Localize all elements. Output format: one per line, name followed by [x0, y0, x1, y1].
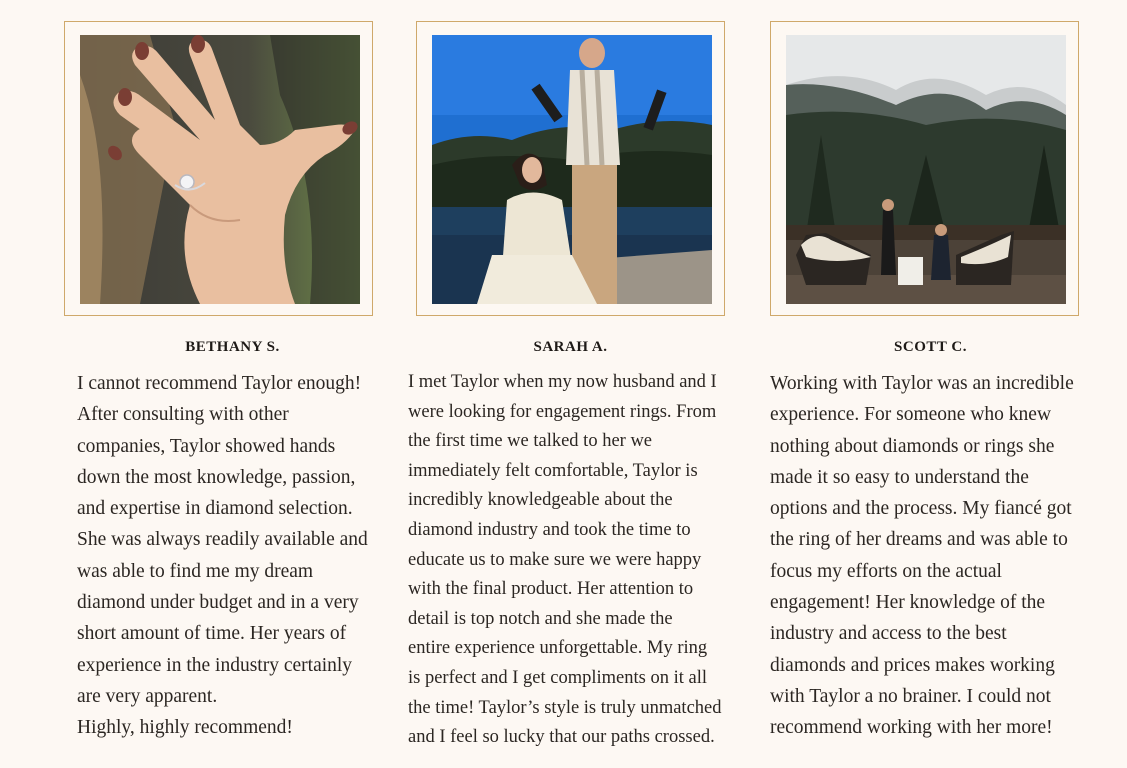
review-text-2: [408, 368, 722, 753]
reviewer-name-1: BETHANY S.: [185, 339, 280, 355]
review-line: and I feel so lucky that our paths crossed.: [408, 727, 715, 748]
review-line: are very apparent.: [77, 685, 218, 707]
review-line: diamond under budget and in a very: [77, 592, 359, 614]
couple-lake-photo: [432, 35, 712, 304]
review-line: experience in the industry certainly: [77, 654, 353, 676]
review-line: She was always readily available and: [77, 529, 368, 551]
review-line: diamond industry and took the time to: [408, 519, 691, 540]
review-line: with the final product. Her attention to: [408, 579, 694, 600]
mountain-proposal-photo: [786, 35, 1066, 304]
review-line: I met Taylor when my now husband and I: [408, 372, 717, 392]
review-text-1: [77, 368, 368, 744]
reviewer-name-2: SARAH A.: [533, 339, 608, 355]
review-line: I cannot recommend Taylor enough!: [77, 373, 362, 394]
review-line: experience. For someone who knew: [770, 404, 1052, 426]
ring-hand-photo: [80, 35, 360, 304]
review-line: options and the process. My fiancé got: [770, 498, 1072, 520]
review-line: down the most knowledge, passion,: [77, 466, 356, 488]
review-line: is perfect and I get compliments on it all: [408, 667, 707, 688]
review-text-3: [770, 368, 1074, 744]
review-line: focus my efforts on the actual: [770, 560, 1002, 582]
review-line: the time! Taylor’s style is truly unmatched: [408, 697, 722, 718]
photo-frame-1: [64, 21, 373, 316]
review-line: diamonds and prices makes working: [770, 654, 1055, 676]
review-line: companies, Taylor showed hands: [77, 435, 336, 457]
review-line: detail is top notch and she made the: [408, 608, 673, 629]
photo-frame-2: [416, 21, 725, 316]
review-line: industry and access to the best: [770, 623, 1007, 645]
review-line: were looking for engagement rings. From: [408, 401, 717, 422]
review-line: engagement! Her knowledge of the: [770, 592, 1046, 614]
review-line: the first time we talked to her we: [408, 431, 653, 452]
review-line: nothing about diamonds or rings she: [770, 435, 1055, 457]
review-line: short amount of time. Her years of: [77, 623, 347, 645]
review-line: Highly, highly recommend!: [77, 717, 293, 739]
review-line: immediately felt comfortable, Taylor is: [408, 460, 698, 481]
review-line: entire experience unforgettable. My ring: [408, 638, 708, 659]
review-line: was able to find me my dream: [77, 560, 314, 582]
review-line: and expertise in diamond selection.: [77, 498, 353, 520]
review-line: with Taylor a no brainer. I could not: [770, 685, 1051, 707]
photo-frame-3: [770, 21, 1079, 316]
reviewer-name-3: SCOTT C.: [894, 339, 967, 355]
review-line: educate us to make sure we were happy: [408, 549, 702, 570]
review-line: the ring of her dreams and was able to: [770, 529, 1068, 551]
review-line: recommend working with her more!: [770, 717, 1053, 739]
review-line: Working with Taylor was an incredible: [770, 373, 1074, 394]
review-line: After consulting with other: [77, 404, 289, 426]
review-line: made it so easy to understand the: [770, 466, 1029, 488]
review-line: incredibly knowledgeable about the: [408, 490, 673, 511]
